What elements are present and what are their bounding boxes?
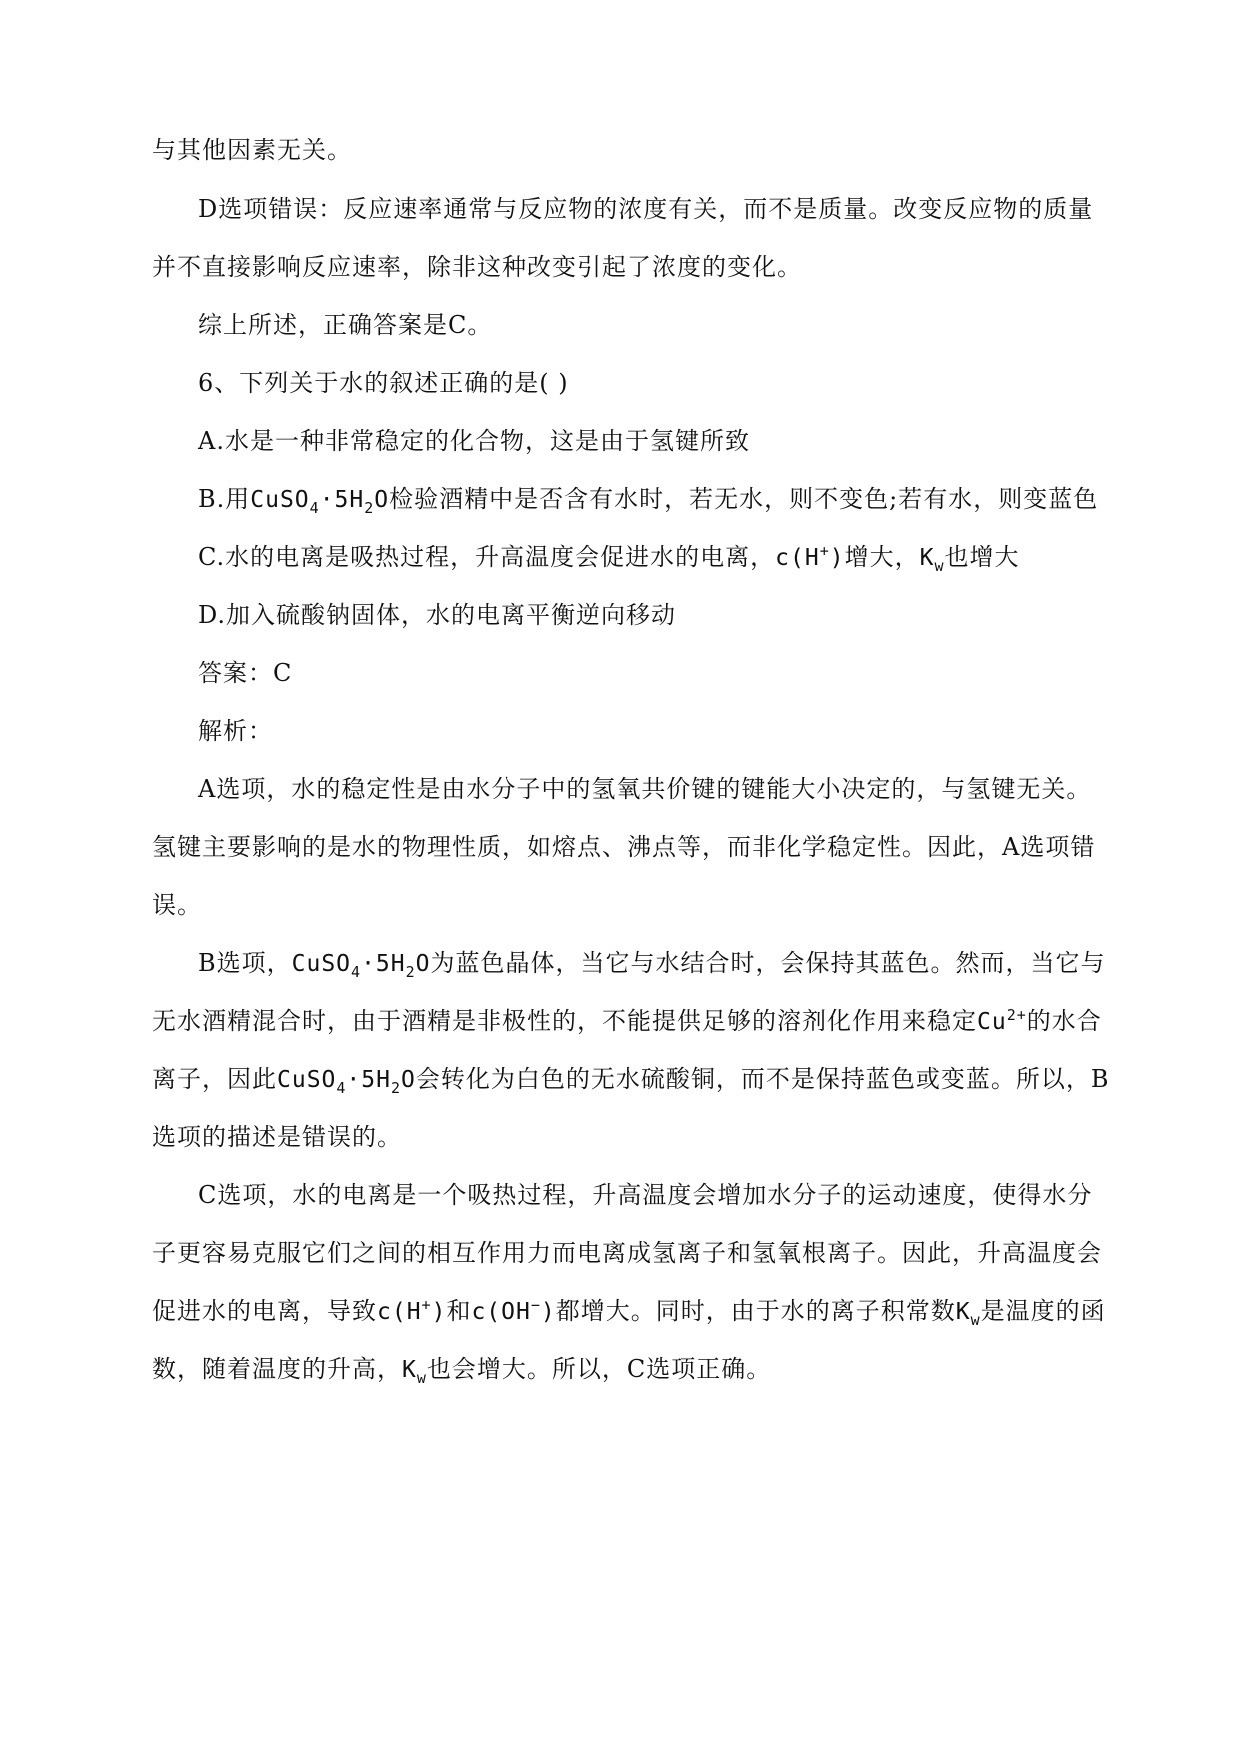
- text-line: 选项的描述是错误的。: [152, 1123, 402, 1151]
- formula-cu-2plus: $Cu^{2+}$: [977, 1006, 1027, 1035]
- text-line: 氢键主要影响的是水的物理性质，如熔点、沸点等，而非化学稳定性。因此，A选项错: [152, 833, 1096, 861]
- formula-c-h-plus: c(H+): [377, 1296, 447, 1325]
- formula-kw: $K_w$: [402, 1357, 427, 1387]
- text-span: B选项，: [198, 949, 292, 977]
- option-b: [198, 484, 1098, 515]
- text-line: [152, 1006, 1102, 1037]
- formula-cuso4-5h2o: $CuSO_4\cdot 5H_2O$: [291, 951, 431, 981]
- text-span: 会转化为白色的无水硫酸铜，而不是保持蓝色或变蓝。所以，B: [415, 1065, 1110, 1093]
- text-span: C.水的电离是吸热过程，升高温度会促进水的电离，: [198, 543, 776, 571]
- question-title: 6、下列关于水的叙述正确的是( ): [198, 369, 569, 397]
- analysis-heading: 解析：: [198, 717, 273, 745]
- text-span: 也会增大。所以，C选项正确。: [426, 1355, 772, 1383]
- answer-line: 答案：C: [198, 659, 293, 687]
- text-line: [152, 1064, 1110, 1095]
- formula-cuso4-5h2o: $CuSO_4\cdot 5H_2O$: [250, 487, 390, 517]
- text-line: D选项错误：反应速率通常与反应物的浓度有关，而不是质量。改变反应物的质量: [198, 195, 1094, 223]
- text-line: 误。: [152, 891, 202, 919]
- text-line: 并不直接影响反应速率，除非这种改变引起了浓度的变化。: [152, 253, 802, 281]
- text-span: 是温度的函: [980, 1297, 1106, 1325]
- text-line: [152, 1296, 1106, 1327]
- text-span: 和: [446, 1297, 472, 1325]
- text-line: A选项，水的稳定性是由水分子中的氢氧共价键的键能大小决定的，与氢键无关。: [198, 775, 1092, 803]
- text-span: 检验酒精中是否含有水时，若无水，则不变色;若有水，则变蓝色: [389, 485, 1099, 513]
- text-span: B.用: [198, 485, 251, 513]
- text-span: 也增大: [944, 543, 1020, 571]
- formula-c-oh-minus: c(OH−): [471, 1296, 556, 1325]
- text-span: 都增大。同时，由于水的离子积常数: [555, 1297, 956, 1325]
- option-c: [198, 542, 1019, 573]
- text-span: 促进水的电离，导致: [152, 1297, 377, 1325]
- text-span: 的水合: [1026, 1007, 1102, 1035]
- formula-kw: $K_w$: [955, 1299, 981, 1329]
- formula-kw: $K_w$: [919, 545, 945, 575]
- text-line: 与其他因素无关。: [152, 136, 352, 164]
- text-span: 无水酒精混合时，由于酒精是非极性的，不能提供足够的溶剂化作用来稳定: [152, 1007, 977, 1035]
- text-line: C选项，水的电离是一个吸热过程，升高温度会增加水分子的运动速度，使得水分: [198, 1181, 1093, 1209]
- formula-c-h-plus: c(H+): [775, 542, 845, 571]
- option-a: A.水是一种非常稳定的化合物，这是由于氢键所致: [198, 427, 750, 455]
- text-line: 综上所述，正确答案是C。: [198, 311, 493, 339]
- text-line: [198, 948, 1106, 979]
- text-span: 增大，: [844, 543, 920, 571]
- text-span: 离子，因此: [152, 1065, 277, 1093]
- text-span: 数，随着温度的升高，: [152, 1355, 402, 1383]
- option-d: D.加入硫酸钠固体，水的电离平衡逆向移动: [198, 601, 677, 629]
- text-span: 为蓝色晶体，当它与水结合时，会保持其蓝色。然而，当它与: [430, 949, 1106, 977]
- text-line: 子更容易克服它们之间的相互作用力而电离成氢离子和氢氧根离子。因此，升高温度会: [152, 1239, 1102, 1267]
- text-line: [152, 1354, 771, 1385]
- formula-cuso4-5h2o: $CuSO_4\cdot 5H_2O$: [277, 1067, 416, 1097]
